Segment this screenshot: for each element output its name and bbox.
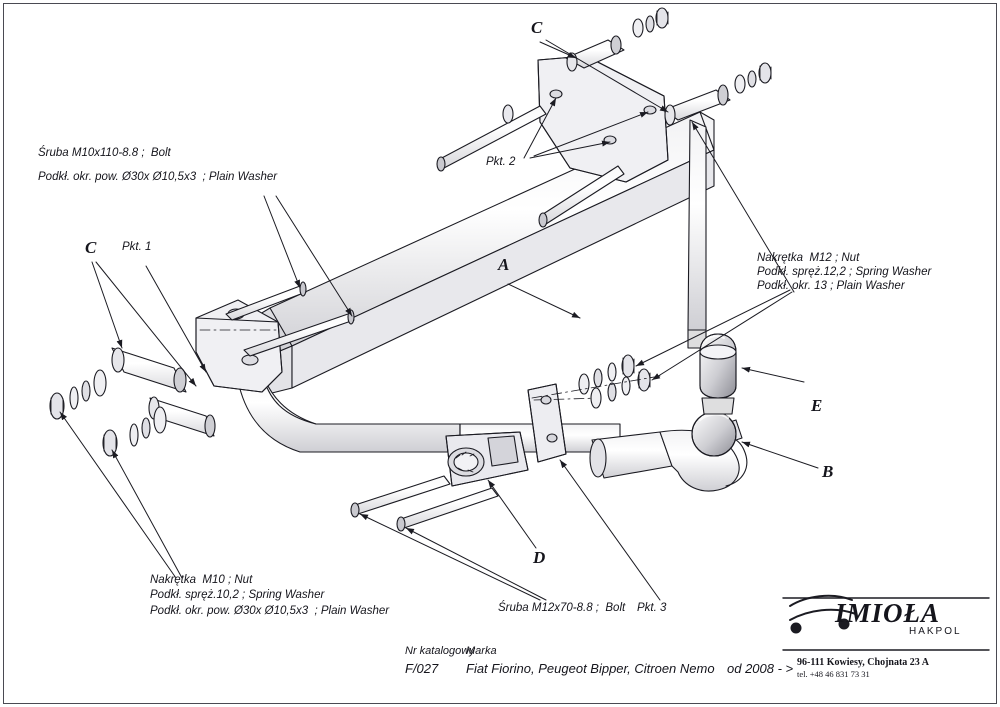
- point-label-pkt3: Pkt. 3: [637, 602, 667, 614]
- note-bottomleft-line2: Podkł. spręż.10,2 ; Spring Washer: [150, 589, 325, 601]
- note-right-line1: Nakrętka M12 ; Nut: [757, 252, 860, 264]
- socket-plate: [446, 432, 528, 486]
- note-right-line2: Podkł. spręż.12,2 ; Spring Washer: [757, 266, 932, 278]
- point-label-pkt2: Pkt. 2: [486, 156, 516, 168]
- top-hardware-a: [633, 8, 668, 37]
- company-sub: HAKPOL: [909, 626, 962, 637]
- top-hardware-b: [735, 63, 771, 93]
- left-hardware-lower: [103, 407, 166, 456]
- note-right-line3: Podkł. okr. 13 ; Plain Washer: [757, 280, 905, 292]
- brand-value: Fiat Fiorino, Peugeot Bipper, Citroen Nemo: [466, 661, 715, 676]
- company-address: 96-111 Kowiesy, Chojnata 23 A: [797, 657, 929, 668]
- callout-C-top: C: [531, 18, 543, 37]
- right-arm: [688, 120, 706, 348]
- company-logo: [783, 596, 989, 656]
- company-name: IMIOŁA: [835, 598, 941, 628]
- center-bolts: [351, 476, 498, 531]
- callout-A: A: [498, 255, 510, 274]
- note-bottomcenter-line1: Śruba M12x70-8.8 ; Bolt: [498, 602, 626, 614]
- callout-C-left: C: [85, 238, 97, 257]
- towball-assembly: [590, 334, 747, 491]
- point-label-pkt1: Pkt. 1: [122, 241, 152, 253]
- note-topleft-line1: Śruba M10x110-8.8 ; Bolt: [38, 147, 171, 159]
- top-mounting-plate: [538, 56, 668, 182]
- catalog-number-value: F/027: [405, 661, 439, 676]
- company-phone: tel. +48 46 831 73 31: [797, 669, 870, 679]
- callout-E: E: [811, 396, 823, 415]
- catalog-number-label: Nr katalogowy: [405, 645, 475, 657]
- note-topleft-line2: Podkł. okr. pow. Ø30x Ø10,5x3 ; Plain Washer: [38, 171, 278, 183]
- period-value: od 2008 - >: [727, 661, 794, 676]
- left-hardware-upper: [50, 370, 106, 419]
- callout-D: D: [533, 548, 546, 567]
- brand-label: Marka: [466, 645, 497, 657]
- callout-B: B: [822, 462, 834, 481]
- note-bottomleft-line3: Podkł. okr. pow. Ø30x Ø10,5x3 ; Plain Washer: [150, 605, 390, 617]
- note-bottomleft-line1: Nakrętka M10 ; Nut: [150, 574, 253, 586]
